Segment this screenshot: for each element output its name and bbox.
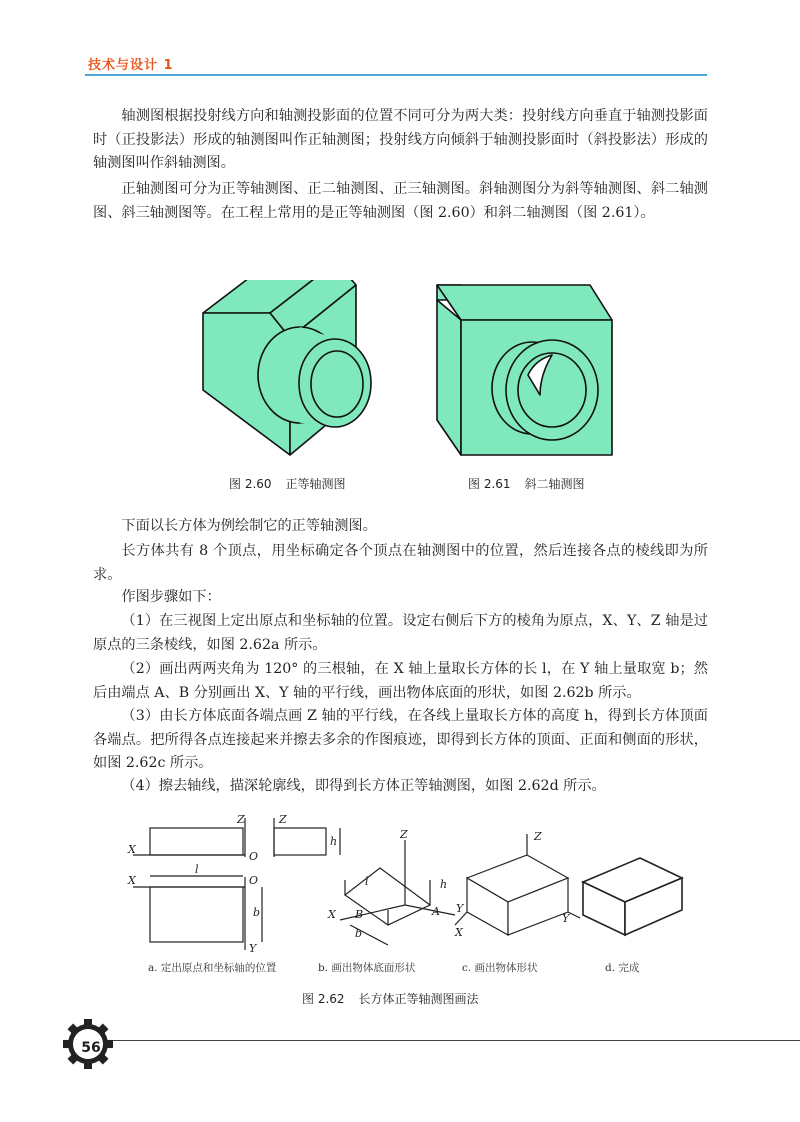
paragraph-6: （1）在三视图上定出原点和坐标轴的位置。设定右侧后下方的棱角为原点，X、Y、Z 轴是过原点的三条棱线，如图 2.62a 所示。 (93, 613, 708, 653)
label-z: Z (534, 830, 542, 843)
label-a: A (432, 905, 440, 918)
caption-fig-2-62 (302, 990, 479, 1007)
figure-2-62 (0, 805, 800, 955)
label-z: Z (279, 813, 287, 826)
label-o: O (249, 874, 259, 887)
label-y: Y (562, 912, 570, 925)
a-side-view (274, 828, 326, 855)
subcaption-d: d. 完成 (605, 962, 640, 974)
label-z: Z (237, 813, 245, 826)
caption-title: 斜二轴测图 (524, 477, 585, 491)
page-number: 56 (81, 1040, 101, 1056)
footer-rule (113, 1040, 800, 1041)
obl-hole-inner (518, 353, 586, 427)
header-rule (85, 74, 707, 76)
caption-number: 图 2.61 (468, 477, 511, 491)
iso-cylinder-hole (311, 351, 363, 417)
paragraph-2: 正轴测图可分为正等轴测图、正二轴测图、正三轴测图。斜轴测图分为斜等轴测图、斜二轴测图、斜三轴测图等。在工程上常用的是正等轴测图（图 2.60）和斜二轴测图（图 2.61）。 (93, 181, 708, 221)
label-o: O (249, 850, 259, 863)
obl-left-face (437, 300, 461, 455)
label-h: h (330, 835, 338, 848)
paragraph-3: 下面以长方体为例绘制它的正等轴测图。 (121, 518, 377, 534)
paragraph-4: 长方体共有 8 个顶点，用坐标确定各个顶点在轴测图中的位置，然后连接各点的棱线即为所求。 (93, 543, 708, 583)
paragraph-1: 轴测图根据投射线方向和轴测投影面的位置不同可分为两大类：投射线方向垂直于轴测投影面时（正投影法）形成的轴测图叫作正轴测图；投射线方向倾斜于轴测投影面时（斜投影法）形成的轴测图叫作斜轴测图。 (93, 108, 708, 171)
a-top-view (150, 887, 243, 942)
paragraph-5: 作图步骤如下： (121, 589, 221, 605)
subcaption-a: a. 定出原点和坐标轴的位置 (148, 962, 277, 974)
caption-fig-2-60 (229, 475, 346, 492)
label-x: X (328, 908, 336, 921)
label-z: Z (400, 828, 408, 841)
caption-number: 图 2.62 (302, 992, 345, 1006)
paragraph-8: （3）由长方体底面各端点画 Z 轴的平行线，在各线上量取长方体的高度 h，得到长方体顶面各端点。把所得各点连接起来并擦去多余的作图痕迹，即得到长方体的顶面、正面和侧面的形状，如图 2.62c 所示。 (93, 708, 708, 771)
subcaption-c: c. 画出物体形状 (462, 962, 538, 974)
caption-number: 图 2.60 (229, 477, 272, 491)
label-b: b (253, 906, 261, 919)
label-l: l (365, 875, 369, 888)
label-y: Y (249, 942, 257, 955)
label-l: l (195, 863, 199, 876)
figure-2-60-2-61 (0, 280, 800, 460)
paragraph-7: （2）画出两两夹角为 120° 的三根轴，在 X 轴上量取长方体的长 l，在 Y 轴上量取宽 b；然后由端点 A、B 分别画出 X、Y 轴的平行线，画出物体底面的形状，如图 2.62b 所示。 (93, 661, 708, 701)
label-x: X (455, 926, 463, 939)
subcaption-b: b. 画出物体底面形状 (318, 962, 416, 974)
label-x: X (128, 874, 136, 887)
a-front-view (150, 828, 243, 855)
caption-title: 正等轴测图 (285, 477, 346, 491)
label-y: Y (456, 902, 464, 915)
running-header: 技术与设计 1 (88, 58, 174, 73)
label-h: h (440, 878, 448, 891)
caption-title: 长方体正等轴测图画法 (358, 992, 479, 1006)
caption-fig-2-61 (468, 475, 585, 492)
label-b-point: B (355, 908, 364, 921)
obl-top-face (437, 285, 612, 320)
label-x: X (128, 843, 136, 856)
paragraph-9: （4）擦去轴线，描深轮廓线，即得到长方体正等轴测图，如图 2.62d 所示。 (121, 778, 606, 794)
label-b: b (355, 927, 363, 940)
